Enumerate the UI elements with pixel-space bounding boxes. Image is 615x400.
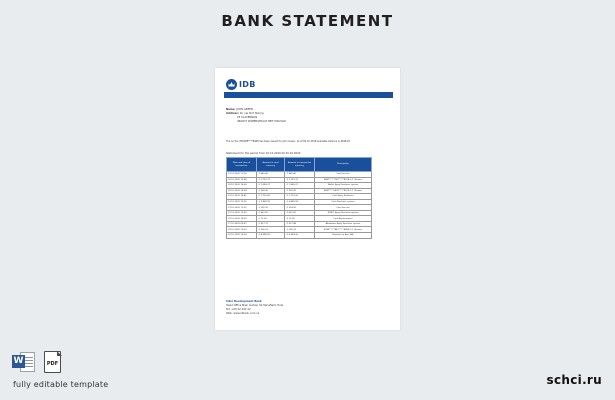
format-icons bbox=[12, 351, 62, 373]
address-line-1: Dr. nie Prof Sterrig bbox=[239, 112, 264, 115]
cell-amount-card: -€ 927.37 bbox=[257, 221, 285, 227]
cell-date: 15.10.2020 12:39 bbox=[227, 210, 257, 216]
cell-amount-card: -€ 2,752.37 bbox=[257, 177, 285, 183]
cell-amount-transaction: -€ 12.00 bbox=[285, 216, 315, 222]
cell-amount-card: -€ 422.00 bbox=[257, 210, 285, 216]
cell-description: 4687****5478*****8975-1-1 Ukraine bbox=[315, 188, 372, 194]
cell-date: 12.10.2020 13:25 bbox=[227, 199, 257, 205]
cell-amount-transaction: -€ 6,089.00 bbox=[285, 233, 315, 239]
name-value: JOHN GREEN bbox=[236, 108, 253, 111]
cell-amount-transaction: -€ 509.30 bbox=[285, 188, 315, 194]
cell-amount-transaction: -€ 2,752.37 bbox=[285, 177, 315, 183]
word-letter: W bbox=[13, 356, 24, 366]
cell-date: 01.10.2020 11:26 bbox=[227, 172, 257, 178]
cell-description: Wallet Epay Purchase system bbox=[315, 183, 372, 189]
cell-amount-card: -€ 7,710.00 bbox=[257, 194, 285, 200]
cell-amount-transaction: -€ 927.44 bbox=[285, 221, 315, 227]
transactions-table bbox=[226, 157, 372, 239]
bank-logo-icon bbox=[226, 79, 237, 90]
cell-description: Cash Epay Kinbanier bbox=[315, 194, 372, 200]
cell-description: Cash Purchase system bbox=[315, 199, 372, 205]
cell-description: JDDPC Epay Purchase system bbox=[315, 210, 372, 216]
cell-amount-card: -€ 6,089.00 bbox=[257, 233, 285, 239]
cell-amount-transaction: -€ 422.00 bbox=[285, 210, 315, 216]
address-line bbox=[226, 112, 264, 115]
cell-amount-card: -€ 1,080.07 bbox=[257, 183, 285, 189]
cell-description: Card Replacement bbox=[315, 216, 372, 222]
header-bar bbox=[224, 92, 393, 98]
statement-document bbox=[215, 68, 400, 330]
footer-phone: Tel: +00 22 222 22 bbox=[226, 308, 251, 311]
cell-amount-card: -€ 12.00 bbox=[257, 216, 285, 222]
brand-logo[interactable]: schci.ru bbox=[546, 373, 602, 387]
cell-date: 13.10.2020 11:02 bbox=[227, 205, 257, 211]
footer-address: Head Office Main Gudian 01 Mansfield, Hola bbox=[226, 304, 284, 307]
cell-amount-transaction: -€ 7,710.00 bbox=[285, 194, 315, 200]
bank-logo bbox=[226, 78, 256, 90]
cell-description: Cash Service bbox=[315, 172, 372, 178]
cell-date: 17.10.2020 09:52 bbox=[227, 221, 257, 227]
cell-date: 05.10.2020 16:34 bbox=[227, 188, 257, 194]
cell-amount-transaction: -€ 1,080.07 bbox=[285, 183, 315, 189]
header-description: Description bbox=[315, 158, 372, 172]
name-line bbox=[226, 108, 253, 111]
header-amount-transaction: Amount in transaction currency bbox=[285, 158, 315, 172]
cell-description: Payment to Ann SNL bbox=[315, 233, 372, 239]
cell-description: Allowwmn Epay Purchase system bbox=[315, 221, 372, 227]
footer-bank-name: Inter Development Bank bbox=[226, 300, 262, 303]
table-row bbox=[227, 233, 372, 239]
header-amount-card: Amount in card currency bbox=[257, 158, 285, 172]
address-line-3: 4690CT ZOMERSTRAAT MET MAUVAN bbox=[237, 120, 286, 123]
cell-description: Cash Service bbox=[315, 205, 372, 211]
template-caption: fully editable template bbox=[13, 380, 109, 389]
cell-date: 03.10.2020 14:06 bbox=[227, 183, 257, 189]
footer-web: Web: www.idbank.com.ca bbox=[226, 312, 260, 315]
statement-period: Statement for the period from 01.10.2020 till 20.10.2020 bbox=[226, 152, 301, 155]
cell-description: 8987****7787*****8976-1-1 Ukraine bbox=[315, 177, 372, 183]
table-header-row bbox=[227, 158, 372, 172]
cell-amount-card: -€ 295.32 bbox=[257, 205, 285, 211]
cell-amount-transaction: -€ 324.00 bbox=[285, 205, 315, 211]
account-summary: The on the 7894DE****8468 has been issued for John Green. As of 09.10.2018 available balance is 4948.25 bbox=[226, 140, 350, 143]
name-label: Name: bbox=[226, 108, 236, 111]
cell-date: 10.10.2020 14:41 bbox=[227, 194, 257, 200]
cell-amount-card: -€ 480.40 bbox=[257, 172, 285, 178]
cell-date: 20.10.2020 15:04 bbox=[227, 233, 257, 239]
cell-date: 02.10.2020 12:48 bbox=[227, 177, 257, 183]
cell-date: 15.10.2020 14:55 bbox=[227, 216, 257, 222]
address-line-2: 25 KLAVERNLIN bbox=[237, 116, 258, 119]
cell-description: 8789****7847*****8985-1-1 Ukraine bbox=[315, 227, 372, 233]
address-label: Address: bbox=[226, 112, 239, 115]
cell-amount-transaction: -€ 236.23 bbox=[285, 227, 315, 233]
header-date: Date and time of transaction bbox=[227, 158, 257, 172]
page-title: BANK STATEMENT bbox=[221, 12, 394, 30]
word-icon bbox=[12, 351, 36, 373]
cell-amount-transaction: -€ 480.40 bbox=[285, 172, 315, 178]
cell-amount-card: -€ 9,469.93 bbox=[257, 199, 285, 205]
bank-logo-text: IDB bbox=[239, 79, 256, 89]
cell-date: 18.10.2020 13:03 bbox=[227, 227, 257, 233]
cell-amount-card: -€ 236.23 bbox=[257, 227, 285, 233]
cell-amount-transaction: -€ 9,469.93 bbox=[285, 199, 315, 205]
cell-amount-card: -€ 509.30 bbox=[257, 188, 285, 194]
pdf-icon bbox=[44, 351, 62, 373]
pdf-label: PDF bbox=[46, 361, 59, 367]
